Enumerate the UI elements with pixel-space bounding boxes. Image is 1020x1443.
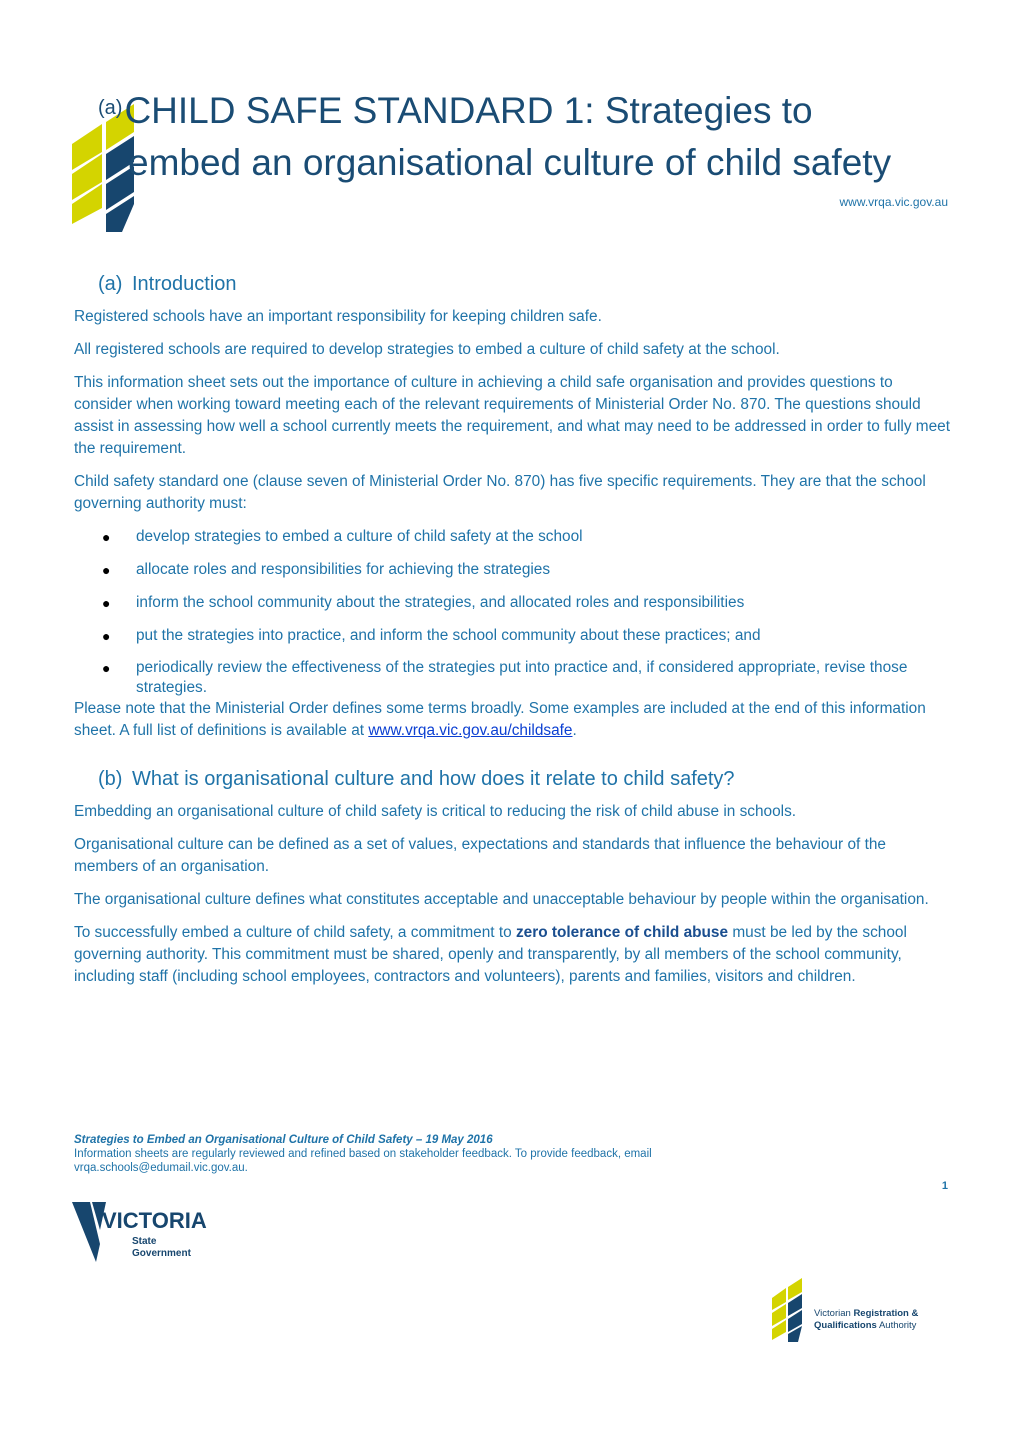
list-item <box>74 526 952 548</box>
list-item-text: put the strategies into practice, and inform the school community about these practices; and <box>136 627 761 644</box>
paragraph: Embedding an organisational culture of child safety is critical to reducing the risk of child abuse in schools. <box>74 803 797 820</box>
paragraph <box>74 922 952 988</box>
bullet-icon: ● <box>102 529 111 545</box>
victoria-wordmark: VICTORIA <box>102 1208 207 1233</box>
bullet-icon: ● <box>102 595 111 611</box>
paragraph: Registered schools have an important responsibility for keeping children safe. <box>74 308 602 325</box>
heading-number: (b) <box>98 768 123 790</box>
text: To successfully embed a culture of child safety, a commitment to <box>74 924 516 941</box>
title-line-1: CHILD SAFE STANDARD 1: Strategies to <box>124 90 813 131</box>
zero-tolerance-link[interactable]: zero tolerance of child abuse <box>515 924 729 941</box>
vrqa-text-1a: Victorian <box>814 1308 854 1319</box>
vrqa-text-2b: Authority <box>876 1320 917 1331</box>
footer-feedback-line: Information sheets are regularly reviewed and refined based on stakeholder feedback. To provide feedback, email <box>74 1148 652 1160</box>
definitions-note <box>74 698 952 742</box>
main-content <box>74 270 952 999</box>
list-item <box>74 625 952 647</box>
paragraph: Child safety standard one (clause seven of Ministerial Order No. 870) has five specific requirements. They are that the school governing authority must: <box>74 473 926 512</box>
list-item-text: periodically review the effectiveness of the strategies put into practice and, if considered appropriate, revise those strategies. <box>136 659 908 696</box>
vrqa-authority-logo <box>770 1278 950 1344</box>
list-item <box>74 658 952 698</box>
title-number: (a) <box>98 97 123 119</box>
heading-text: Introduction <box>132 273 237 295</box>
paragraph: Organisational culture can be defined as a set of values, expectations and standards that influence the behaviour of the members of an organisation. <box>74 836 886 875</box>
paragraph: This information sheet sets out the importance of culture in achieving a child safe organisation and provides questions to consider when working toward meeting each of the relevant requirements of Ministerial Order No. 870. The questions should assist in assessing how well a school currently meets the requirement, and what may need to be addressed in order to fully meet the requirement. <box>74 374 951 457</box>
list-item-text: inform the school community about the strategies, and allocated roles and responsibilities <box>136 594 745 611</box>
bullet-icon: ● <box>102 660 111 676</box>
footer-document-title: Strategies to Embed an Organisational Culture of Child Safety – 19 May 2016 <box>74 1134 493 1146</box>
childsafe-link[interactable]: www.vrqa.vic.gov.au/childsafe <box>368 722 573 739</box>
vrqa-text-1b: Registration & <box>853 1308 919 1319</box>
heading-number: (a) <box>98 273 123 295</box>
paragraph: The organisational culture defines what constitutes acceptable and unacceptable behaviour by people within the organisation. <box>74 891 929 908</box>
section-heading-culture <box>98 765 952 793</box>
section-heading-introduction <box>98 270 952 298</box>
page-title <box>98 82 958 189</box>
note-text: Please note that the Ministerial Order defines some terms broadly. Some examples are included at the end of this information sheet. A full list of definitions is available at <box>74 700 926 739</box>
list-item-text: allocate roles and responsibilities for achieving the strategies <box>136 561 551 578</box>
paragraph: All registered schools are required to develop strategies to embed a culture of child safety at the school. <box>74 341 780 358</box>
footer-feedback-email[interactable]: vrqa.schools@edumail.vic.gov.au. <box>74 1162 248 1174</box>
title-line-2: embed an organisational culture of child safety <box>128 142 892 183</box>
heading-text: What is organisational culture and how does it relate to child safety? <box>132 768 735 790</box>
text: must be led by the school governing authority. This commitment must be shared, openly and transparently, by all members of the school community, including staff (including school employees, contractors and volunteers), parents and families, visitors and children. <box>74 924 907 985</box>
note-end: . <box>572 722 577 739</box>
list-item <box>74 592 952 614</box>
vrqa-text-2a: Qualifications <box>814 1320 877 1331</box>
svg-text:Victorian Registration & <box>814 1308 918 1319</box>
list-item <box>74 559 952 581</box>
footer <box>74 1133 952 1175</box>
bullet-icon: ● <box>102 628 111 644</box>
victoria-sub-1: State <box>132 1236 157 1247</box>
svg-text:Qualifications Authority <box>814 1320 917 1331</box>
requirements-list <box>74 526 952 698</box>
page-number: 1 <box>941 1180 948 1192</box>
website-url[interactable]: www.vrqa.vic.gov.au <box>839 195 948 209</box>
bullet-icon: ● <box>102 562 111 578</box>
list-item-text: develop strategies to embed a culture of child safety at the school <box>136 528 583 545</box>
victoria-state-government-logo <box>72 1200 207 1266</box>
victoria-sub-2: Government <box>132 1248 191 1259</box>
